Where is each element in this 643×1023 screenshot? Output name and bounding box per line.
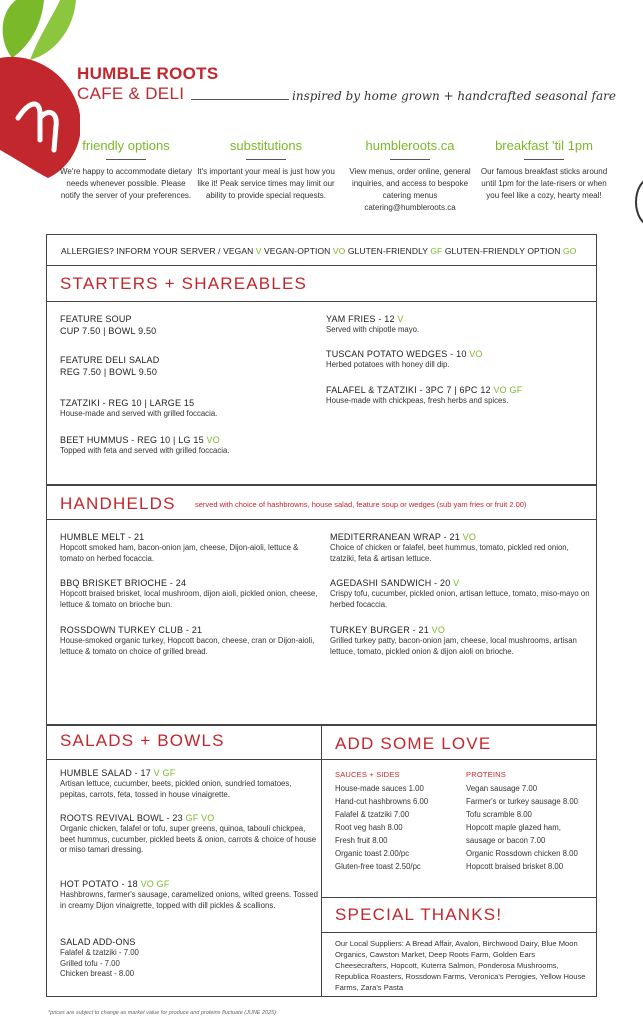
info-text: View menus, order online, general inquiries, and access to bespoke catering menus catering@humbleroots.ca — [349, 167, 471, 212]
info-rule — [524, 159, 564, 160]
salads-title: SALADS + BOWLS — [60, 731, 225, 750]
brand-name: HUMBLE ROOTS — [77, 64, 219, 83]
handhelds-divider — [46, 519, 597, 520]
menu-item — [330, 577, 592, 610]
info-text: We're happy to accommodate dietary needs whenever possible. Please notify the server of your preferences. — [59, 167, 193, 200]
item-name: BEET HUMMUS - REG 10 | LG 15 — [60, 435, 204, 445]
side-item: Falafel & tzatziki 7.00 — [335, 810, 410, 819]
info-rule — [106, 159, 146, 160]
proteins-list — [466, 770, 594, 873]
thanks-divider — [321, 932, 597, 933]
gluten-friendly-tag: GF — [430, 246, 443, 256]
info-title[interactable]: humbleroots.ca — [365, 138, 455, 153]
item-price: CUP 7.50 | BOWL 9.50 — [60, 326, 157, 336]
diet-tag: VO — [469, 349, 483, 359]
gluten-friendly-option-tag: GO — [563, 246, 577, 256]
item-name: FEATURE SOUP — [60, 314, 132, 324]
salads-divider — [46, 759, 322, 760]
menu-item — [60, 624, 322, 657]
protein-item: Vegan sausage 7.00 — [466, 784, 538, 793]
menu-item — [326, 348, 586, 371]
info-rule — [390, 159, 430, 160]
item-name: HUMBLE SALAD - 17 — [60, 768, 151, 778]
item-price: REG 7.50 | BOWL 9.50 — [60, 367, 158, 377]
menu-item — [330, 624, 592, 657]
info-website — [340, 138, 480, 214]
side-item: Gluten-free toast 2.50/pc — [335, 862, 421, 871]
diet-tag: V — [397, 314, 404, 324]
info-friendly-options — [56, 138, 196, 202]
info-text: It's important your meal is just how you like it! Peak service times may limit our ability to provide special requests. — [197, 167, 335, 200]
handhelds-title: HANDHELDS — [60, 494, 176, 513]
item-description: Served with chipotle mayo. — [326, 325, 420, 334]
allergy-text: ALLERGIES? INFORM YOUR SERVER / VEGAN — [61, 246, 256, 256]
item-description: Choice of chicken or falafel, beet hummus, tomato, pickled red onion, tzatziki, feta & artisan lettuce. — [330, 543, 569, 563]
item-description: Hopcott braised brisket, local mushroom, dijon aioli, pickled onion, cheese, lettuce & tomato on brioche bun. — [60, 589, 318, 609]
item-name: HUMBLE MELT - 21 — [60, 532, 145, 542]
diet-tag: VO — [431, 625, 446, 635]
side-item: Organic toast 2.00/pc — [335, 849, 410, 858]
allergy-text: VEGAN-OPTION — [261, 246, 333, 256]
item-name: FEATURE DELI SALAD — [60, 355, 160, 365]
menu-item — [326, 384, 591, 407]
addons-title: SALAD ADD-ONS — [60, 937, 136, 947]
side-item: House-made sauces 1.00 — [335, 784, 424, 793]
allergy-legend — [46, 234, 597, 266]
info-title: substitutions — [229, 138, 303, 153]
info-text: Our famous breakfast sticks around until 1pm for the late-risers or when you feel like a cozy, hearty meal! — [480, 167, 608, 200]
menu-item — [60, 767, 318, 800]
item-name: ROOTS REVIVAL BOWL - 23 — [60, 813, 183, 823]
page-edge-decoration — [635, 178, 643, 226]
menu-item — [60, 812, 318, 856]
item-description: Topped with feta and served with grilled foccacia. — [60, 446, 230, 455]
menu-item — [326, 313, 586, 336]
item-name: FALAFEL & TZATZIKI - 3PC 7 | 6PC 12 — [326, 385, 491, 395]
item-description: Hopcott smoked ham, bacon-onion jam, cheese, Dijon-aioli, lettuce & tomato on herbed focaccia. — [60, 543, 299, 563]
item-name: AGEDASHI SANDWICH - 20 — [330, 578, 451, 588]
item-description: House-made with chickpeas, fresh herbs and spices. — [326, 396, 509, 405]
info-rule — [246, 159, 286, 160]
diet-tag: V GF — [153, 768, 176, 778]
tagline-rule — [191, 99, 289, 100]
vegan-tag: V — [255, 246, 262, 256]
item-description: Hashbrowns, farmer's sausage, caramelized onions, wilted greens. Tossed in creamy Dijon vinaigrette, topped with dill pickles & scallions. — [60, 890, 318, 910]
love-divider — [321, 759, 597, 760]
diet-tag: VO — [462, 532, 477, 542]
item-description: Herbed potatoes with honey dill dip. — [326, 360, 450, 369]
proteins-title: PROTEINS — [466, 770, 506, 779]
starters-divider — [46, 301, 597, 302]
diet-tag: VO GF — [140, 879, 170, 889]
brand-subname: CAFE & DELI — [77, 84, 185, 103]
menu-item — [60, 531, 320, 564]
handhelds-subtitle: served with choice of hashbrowns, house salad, feature soup or wedges (sub yam fries or fruit 2.00) — [195, 500, 527, 509]
side-item: Hand-cut hashbrowns 6.00 — [335, 797, 429, 806]
thanks-divider-top — [321, 897, 597, 898]
allergy-text: GLUTEN-FRIENDLY — [345, 246, 431, 256]
protein-item: sausage or bacon 7.00 — [466, 836, 546, 845]
diet-tag: V — [453, 578, 460, 588]
menu-item — [60, 577, 322, 610]
item-name: TZATZIKI - REG 10 | LARGE 15 — [60, 398, 195, 408]
side-item: Fresh fruit 8.00 — [335, 836, 388, 845]
sides-title: SAUCES + SIDES — [335, 770, 400, 779]
diet-tag: VO — [206, 435, 220, 445]
protein-item: Hopcott maple glazed ham, — [466, 823, 561, 832]
menu-item — [60, 434, 310, 457]
item-name: TURKEY BURGER - 21 — [330, 625, 429, 635]
item-name: BBQ BRISKET BRIOCHE - 24 — [60, 578, 187, 588]
allergy-text: GLUTEN-FRIENDLY OPTION — [442, 246, 563, 256]
item-name: ROSSDOWN TURKEY CLUB - 21 — [60, 625, 203, 635]
item-description: Organic chicken, falafel or tofu, super greens, quinoa, tabouli chickpea, beet hummus, cucumber, pickled beets & onion, carrots & choice of house or miso tamari dressing. — [60, 824, 317, 854]
info-substitutions — [196, 138, 336, 202]
info-breakfast — [474, 138, 614, 202]
item-name: TUSCAN POTATO WEDGES - 10 — [326, 349, 467, 359]
info-title: breakfast 'til 1pm — [495, 138, 593, 153]
thanks-text: Our Local Suppliers: A Bread Affair, Avalon, Birchwood Dairy, Blue Moon Organics, Cawston Market, Deep Roots Farm, Golden Ears Cheesecrafters, Hopcott, Kuterra Salmon, Ponderosa Mushrooms, Republica Roasters, Rossdown Farms, Veronica's Perogies, Yellow House Farms, Zara's Pasta — [335, 939, 586, 992]
item-description: Crispy tofu, cucumber, pickled onion, artisan lettuce, tomato, miso-mayo on herbed focaccia. — [330, 589, 590, 609]
menu-item — [60, 878, 318, 911]
addon-item: Chicken breast - 8.00 — [60, 969, 135, 978]
item-name: YAM FRIES - 12 — [326, 314, 395, 324]
diet-tag: GF VO — [185, 813, 215, 823]
sides-list — [335, 770, 460, 873]
addon-item: Falafel & tzatziki - 7.00 — [60, 948, 139, 957]
item-description: House-made and served with grilled foccacia. — [60, 409, 218, 418]
info-title: friendly options — [82, 138, 170, 153]
protein-item: Farmer's or turkey sausage 8.00 — [466, 797, 578, 806]
addon-item: Grilled tofu - 7.00 — [60, 958, 120, 968]
starters-title: STARTERS + SHAREABLES — [60, 274, 308, 293]
menu-item — [60, 354, 300, 378]
side-item: Root veg hash 8.00 — [335, 823, 403, 832]
protein-item: Tofu scramble 8.00 — [466, 810, 532, 819]
menu-item — [60, 313, 300, 337]
item-description: House-smoked organic turkey, Hopcott bacon, cheese, cran or Dijon-aioli, lettuce & tomato on choice of grilled bread. — [60, 636, 315, 656]
thanks-title: SPECIAL THANKS! — [335, 905, 503, 924]
menu-item — [60, 397, 300, 420]
love-title: ADD SOME LOVE — [335, 734, 492, 753]
menu-item — [330, 531, 592, 564]
item-description: Artisan lettuce, cucumber, beets, pickled onion, sundried tomatoes, pepitas, carrots, feta, tossed in house vinaigrette. — [60, 779, 292, 799]
tagline: inspired by home grown + handcrafted seasonal fare — [292, 89, 616, 103]
vegan-option-tag: VO — [332, 246, 346, 256]
diet-tag: VO GF — [493, 385, 523, 395]
protein-item: Hopcott braised brisket 8.00 — [466, 862, 564, 871]
item-name: HOT POTATO - 18 — [60, 879, 138, 889]
price-footnote: *prices are subject to change as market value for produce and proteins fluctuate (JUNE 2025) — [48, 1010, 277, 1016]
item-name: MEDITERRANEAN WRAP - 21 — [330, 532, 460, 542]
salad-addons — [60, 936, 318, 980]
protein-item: Organic Rossdown chicken 8.00 — [466, 849, 578, 858]
item-description: Grilled turkey patty, bacon-onion jam, cheese, local mushrooms, artisan lettuce, tomato, pickled onion & dijon aioli on brioche. — [330, 636, 577, 656]
